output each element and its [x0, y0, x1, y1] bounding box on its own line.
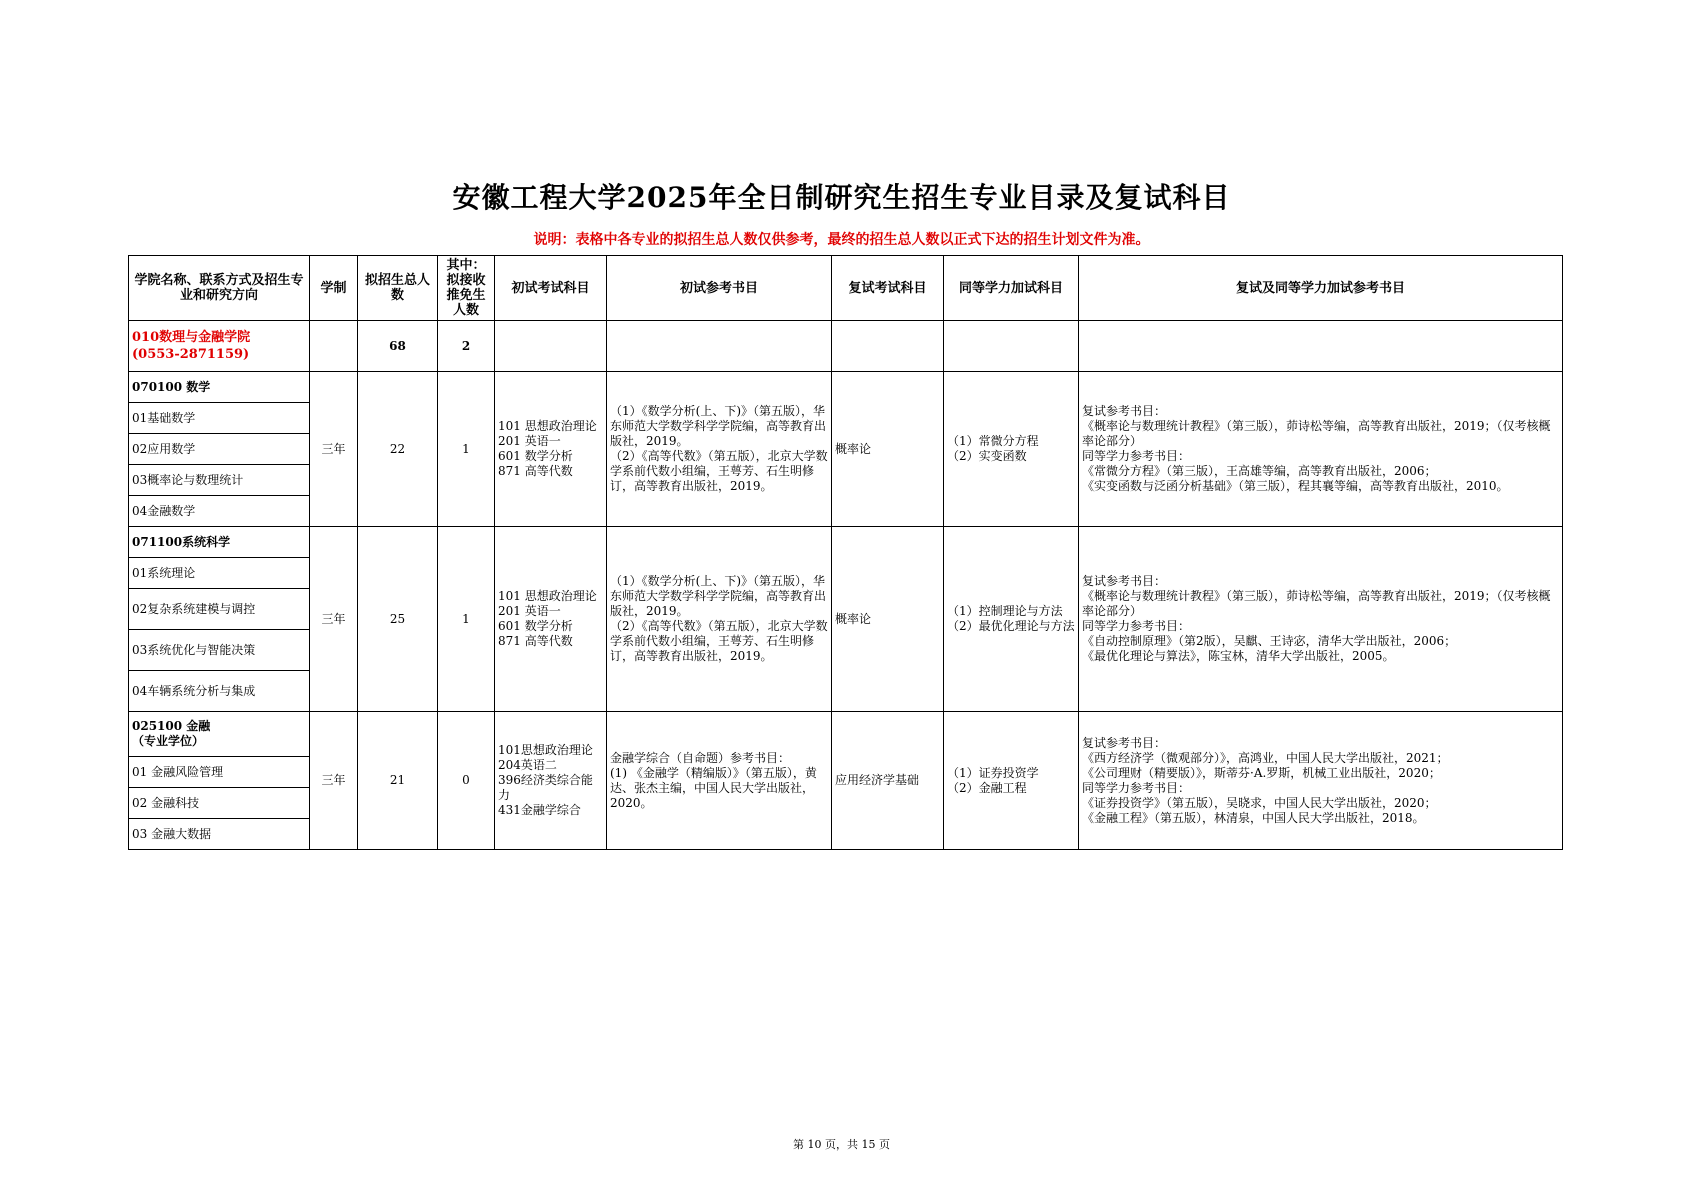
retest-books-cell: 复试参考书目： 《概率论与数理统计教程》（第三版），茆诗松等编，高等教育出版社，2019；（仅考核概率论部分） 同等学力参考书目： 《常微分方程》（第三版），王高雄等编，高等教育出版社，2006； 《实变函数与泛函分析基础》（第三版），程其襄等编，高等教育出版社，2010。	[1079, 372, 1563, 527]
total-cell: 22	[358, 372, 438, 527]
major-row	[129, 372, 1563, 403]
college-row	[129, 321, 1563, 372]
duration-cell: 三年	[310, 372, 358, 527]
equiv-subjects-cell: （1）常微分方程 （2）实变函数	[944, 372, 1079, 527]
header-duration: 学制	[310, 256, 358, 321]
header-college: 学院名称、联系方式及招生专业和研究方向	[129, 256, 310, 321]
prelim-books-cell: （1）《数学分析(上、下)》（第五版），华东师范大学数学科学学院编，高等教育出版社，2019。 （2）《高等代数》（第五版），北京大学数学系前代数小组编，王萼芳、石生明修订，高等教育出版社，2019。	[607, 372, 832, 527]
exempt-cell: 0	[438, 712, 495, 850]
direction-item: 04金融数学	[129, 496, 310, 527]
major-row	[129, 712, 1563, 757]
direction-item: 02 金融科技	[129, 788, 310, 819]
total-cell: 25	[358, 527, 438, 712]
empty-cell	[832, 321, 944, 372]
direction-item: 01基础数学	[129, 403, 310, 434]
header-row	[129, 256, 1563, 321]
header-prelim-subjects: 初试考试科目	[495, 256, 607, 321]
prelim-books-cell: （1）《数学分析(上、下)》（第五版），华东师范大学数学科学学院编，高等教育出版社，2019。 （2）《高等代数》（第五版），北京大学数学系前代数小组编，王萼芳、石生明修订，高等教育出版社，2019。	[607, 527, 832, 712]
equiv-subjects-cell: （1）控制理论与方法 （2）最优化理论与方法	[944, 527, 1079, 712]
catalog-table	[128, 255, 1563, 850]
major-title: 070100 数学	[129, 372, 310, 403]
major-title: 071100系统科学	[129, 527, 310, 558]
notice-text: 说明：表格中各专业的拟招生总人数仅供参考，最终的招生总人数以正式下达的招生计划文件为准。	[533, 232, 1150, 248]
college-duration-cell	[310, 321, 358, 372]
page-footer: 第 10 页，共 15 页	[793, 1138, 890, 1151]
header-retest-books: 复试及同等学力加试参考书目	[1079, 256, 1563, 321]
retest-subject-cell: 概率论	[832, 527, 944, 712]
prelim-books-cell: 金融学综合（自命题）参考书目： (1) 《金融学（精编版）》（第五版），黄达、张杰主编，中国人民大学出版社，2020。	[607, 712, 832, 850]
retest-books-cell: 复试参考书目： 《概率论与数理统计教程》（第三版），茆诗松等编，高等教育出版社，2019；（仅考核概率论部分） 同等学力参考书目： 《自动控制原理》（第2版），吴麒、王诗宓，清华大学出版社，2006； 《最优化理论与算法》，陈宝林，清华大学出版社，2005。	[1079, 527, 1563, 712]
empty-cell	[607, 321, 832, 372]
equiv-subjects-cell: （1）证券投资学 （2）金融工程	[944, 712, 1079, 850]
direction-item: 03 金融大数据	[129, 819, 310, 850]
duration-cell: 三年	[310, 527, 358, 712]
college-name: 010数理与金融学院	[132, 330, 251, 345]
prelim-subjects-cell: 101思想政治理论 204英语二 396经济类综合能力 431金融学综合	[495, 712, 607, 850]
direction-item: 01 金融风险管理	[129, 757, 310, 788]
direction-item: 03概率论与数理统计	[129, 465, 310, 496]
header-equiv-subjects: 同等学力加试科目	[944, 256, 1079, 321]
header-retest-subject: 复试考试科目	[832, 256, 944, 321]
page-title: 安徽工程大学2025年全日制研究生招生专业目录及复试科目	[452, 181, 1231, 214]
retest-subject-cell: 概率论	[832, 372, 944, 527]
direction-item: 01系统理论	[129, 558, 310, 589]
direction-item: 04车辆系统分析与集成	[129, 671, 310, 712]
direction-item: 02复杂系统建模与调控	[129, 589, 310, 630]
total-cell: 21	[358, 712, 438, 850]
college-cell	[129, 321, 310, 372]
college-phone: (0553-2871159)	[132, 347, 250, 362]
header-prelim-books: 初试参考书目	[607, 256, 832, 321]
direction-item: 02应用数学	[129, 434, 310, 465]
header-exempt: 其中：拟接收推免生人数	[438, 256, 495, 321]
prelim-subjects-cell: 101 思想政治理论 201 英语一 601 数学分析 871 高等代数	[495, 372, 607, 527]
empty-cell	[1079, 321, 1563, 372]
direction-item: 03系统优化与智能决策	[129, 630, 310, 671]
exempt-cell: 1	[438, 527, 495, 712]
duration-cell: 三年	[310, 712, 358, 850]
college-total: 68	[358, 321, 438, 372]
prelim-subjects-cell: 101 思想政治理论 201 英语一 601 数学分析 871 高等代数	[495, 527, 607, 712]
major-title: 025100 金融 （专业学位）	[129, 712, 310, 757]
retest-books-cell: 复试参考书目： 《西方经济学（微观部分）》，高鸿业，中国人民大学出版社，2021； 《公司理财（精要版）》，斯蒂芬·A.罗斯，机械工业出版社，2020； 同等学力参考书目： 《证券投资学》（第五版），吴晓求，中国人民大学出版社，2020； 《金融工程》（第五版），林清泉，中国人民大学出版社，2018。	[1079, 712, 1563, 850]
empty-cell	[944, 321, 1079, 372]
retest-subject-cell: 应用经济学基础	[832, 712, 944, 850]
empty-cell	[495, 321, 607, 372]
college-exempt: 2	[438, 321, 495, 372]
major-row	[129, 527, 1563, 558]
exempt-cell: 1	[438, 372, 495, 527]
header-total: 拟招生总人数	[358, 256, 438, 321]
